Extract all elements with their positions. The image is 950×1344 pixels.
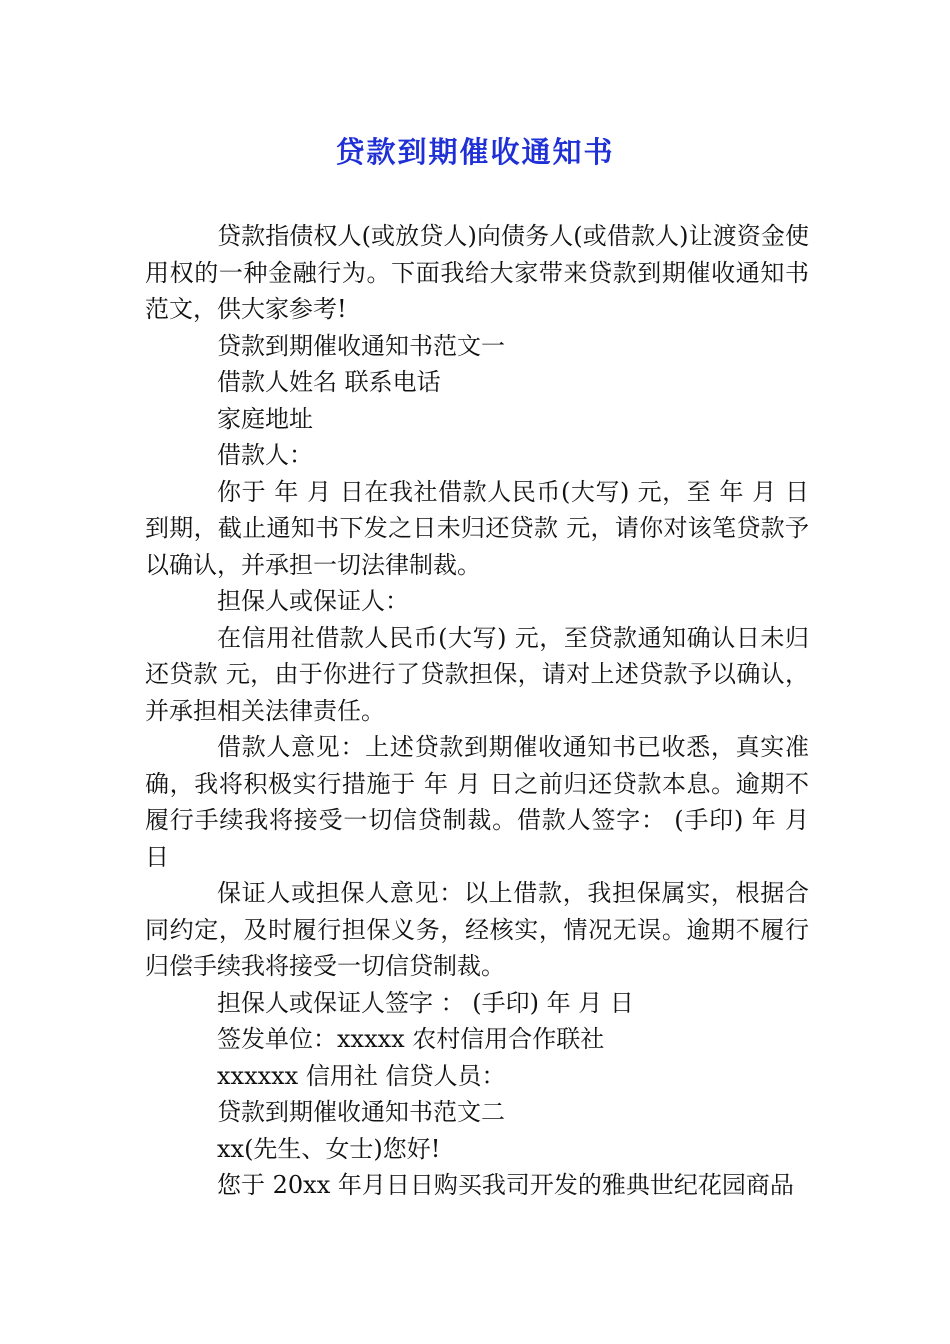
home-address-line: 家庭地址 [217, 404, 313, 433]
borrower-opinion-paragraph: 借款人意见：上述贷款到期催收通知书已收悉，真实准确，我将积极实行措施于 年 月 日之前归还贷款本息。逾期不履行手续我将接受一切信贷制裁。借款人签字： (手印) 年 月 日 [145, 733, 809, 871]
borrower-notice-paragraph: 你于 年 月 日在我社借款人民币(大写) 元，至 年 月 日到期，截止通知书下发之日未归还贷款 元，请你对该笔贷款予以确认，并承担一切法律制裁。 [145, 477, 809, 579]
guarantor-salutation: 担保人或保证人： [217, 587, 409, 615]
document-body [145, 218, 809, 1204]
credit-officer-line: xxxxxx 信用社 信贷人员： [217, 1061, 506, 1090]
guarantor-notice-paragraph: 在信用社借款人民币(大写) 元，至贷款通知确认日未归还贷款 元，由于你进行了贷款担保，请对上述贷款予以确认，并承担相关法律责任。 [145, 623, 809, 725]
borrower-salutation: 借款人： [217, 441, 313, 469]
borrower-name-phone-line: 借款人姓名 联系电话 [217, 368, 441, 396]
intro-paragraph: 贷款指债权人(或放贷人)向债务人(或借款人)让渡资金使用权的一种金融行为。下面我给大家带来贷款到期催收通知书范文，供大家参考! [145, 222, 809, 323]
greeting-line: xx(先生、女士)您好! [217, 1134, 441, 1163]
issuing-unit-line: 签发单位：xxxxx 农村信用合作联社 [217, 1025, 605, 1053]
sample-two-heading: 贷款到期催收通知书范文二 [217, 1098, 505, 1126]
guarantor-signature-line: 担保人或保证人签字 ： (手印) 年 月 日 [217, 988, 634, 1017]
purchase-paragraph: 您于 20xx 年月日日购买我司开发的雅典世纪花园商品 [217, 1171, 794, 1199]
document-title: 贷款到期催收通知书 [335, 135, 615, 169]
guarantor-opinion-paragraph: 保证人或担保人意见：以上借款，我担保属实，根据合同约定，及时履行担保义务，经核实，情况无误。逾期不履行归偿手续我将接受一切信贷制裁。 [145, 879, 809, 980]
sample-one-heading: 贷款到期催收通知书范文一 [217, 331, 505, 360]
